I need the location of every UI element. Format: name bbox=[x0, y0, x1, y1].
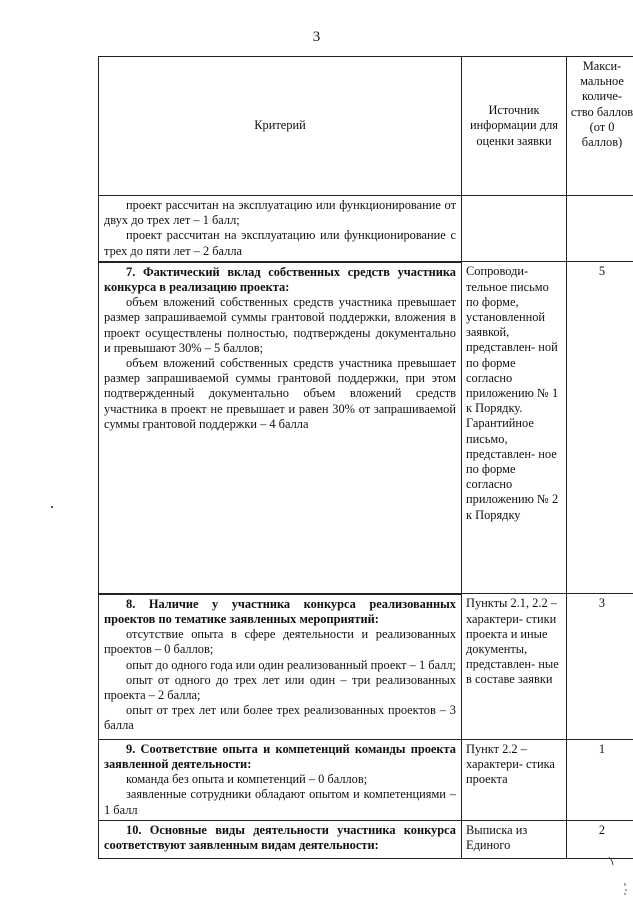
criterion-cell bbox=[99, 196, 462, 262]
criterion-title: 8. Наличие у участника конкурса реализованных проектов по тематике заявленных мероприятий: bbox=[104, 596, 456, 627]
criterion-line: опыт от трех лет или более трех реализованных проектов – 3 балла bbox=[104, 703, 456, 733]
scan-mark bbox=[608, 856, 614, 866]
criterion-title: 7. Фактический вклад собственных средств участника конкурса в реализацию проекта: bbox=[104, 264, 456, 295]
criterion-line: проект рассчитан на эксплуатацию или функционирование с трех до пяти лет – 2 балла bbox=[104, 228, 456, 258]
criterion-cell bbox=[99, 739, 462, 820]
page-number: 3 bbox=[312, 29, 321, 45]
header-source: Источник информации для оценки заявки bbox=[462, 57, 567, 196]
score-cell: 1 bbox=[567, 739, 633, 820]
source-cell bbox=[462, 196, 567, 262]
criterion-line: опыт до одного года или один реализованный проект – 1 балл; bbox=[126, 657, 456, 672]
criterion-title: 9. Соответствие опыта и компетенций команды проекта заявленной деятельности: bbox=[104, 741, 456, 772]
source-cell bbox=[462, 262, 567, 594]
criterion-line: команда без опыта и компетенций – 0 баллов; bbox=[126, 772, 368, 787]
criteria-table bbox=[98, 56, 633, 859]
criterion-line: проект рассчитан на эксплуатацию или функционирование от двух до трех лет – 1 балл; bbox=[104, 198, 456, 228]
source-line: Сопроводи- тельное письмо по форме, установленной заявкой, представлен- ной по форме согласно приложению № 1 к Порядку. bbox=[466, 264, 559, 416]
table-row bbox=[99, 196, 633, 262]
scan-speck bbox=[51, 506, 53, 508]
criterion-cell bbox=[99, 594, 462, 740]
table-row bbox=[99, 820, 633, 858]
criterion-title: 10. Основные виды деятельности участника конкурса соответствуют заявленным видам деятельности: bbox=[104, 822, 456, 853]
header-criterion: Критерий bbox=[99, 57, 462, 196]
scan-mark bbox=[624, 882, 627, 896]
table-row bbox=[99, 739, 633, 820]
score-cell: 5 bbox=[567, 262, 633, 594]
criterion-cell bbox=[99, 262, 462, 594]
score-cell: 3 bbox=[567, 594, 633, 740]
criterion-line: опыт от одного до трех лет или один – три реализованных проекта – 2 балла; bbox=[104, 672, 456, 703]
source-cell: Пункт 2.2 – характери- стика проекта bbox=[462, 739, 567, 820]
criterion-line: отсутствие опыта в сфере деятельности и реализованных проектов – 0 баллов; bbox=[104, 627, 456, 657]
source-line: Гарантийное письмо, представлен- ное по форме согласно приложению № 2 к Порядку bbox=[466, 416, 559, 522]
table-header-row bbox=[99, 57, 633, 196]
table-row bbox=[99, 594, 633, 740]
criterion-line: объем вложений собственных средств участника превышает размер запрашиваемой суммы грантовой поддержки, при этом подтвержденный документально объем вложений средств участника в проект не превышает и равен 30% от запрашиваемой суммы грантовой поддержки – 4 балла bbox=[104, 356, 456, 431]
header-max-score: Макси- мальное количе- ство баллов (от 0 баллов) bbox=[567, 57, 633, 196]
criterion-cell bbox=[99, 820, 462, 858]
criterion-line: заявленные сотрудники обладают опытом и компетенциями – 1 балл bbox=[104, 787, 456, 817]
score-cell: 2 bbox=[567, 820, 633, 858]
source-cell: Пункты 2.1, 2.2 – характери- стики проекта и иные документы, представлен- ные в составе заявки bbox=[462, 594, 567, 740]
source-cell: Выписка из Единого bbox=[462, 820, 567, 858]
table-row bbox=[99, 262, 633, 594]
score-cell bbox=[567, 196, 633, 262]
criterion-line: объем вложений собственных средств участника превышает размер запрашиваемой суммы грантовой поддержки, вложения в проект осуществлены полностью, подтверждены документально и превышают 30% – 5 баллов; bbox=[104, 295, 456, 355]
